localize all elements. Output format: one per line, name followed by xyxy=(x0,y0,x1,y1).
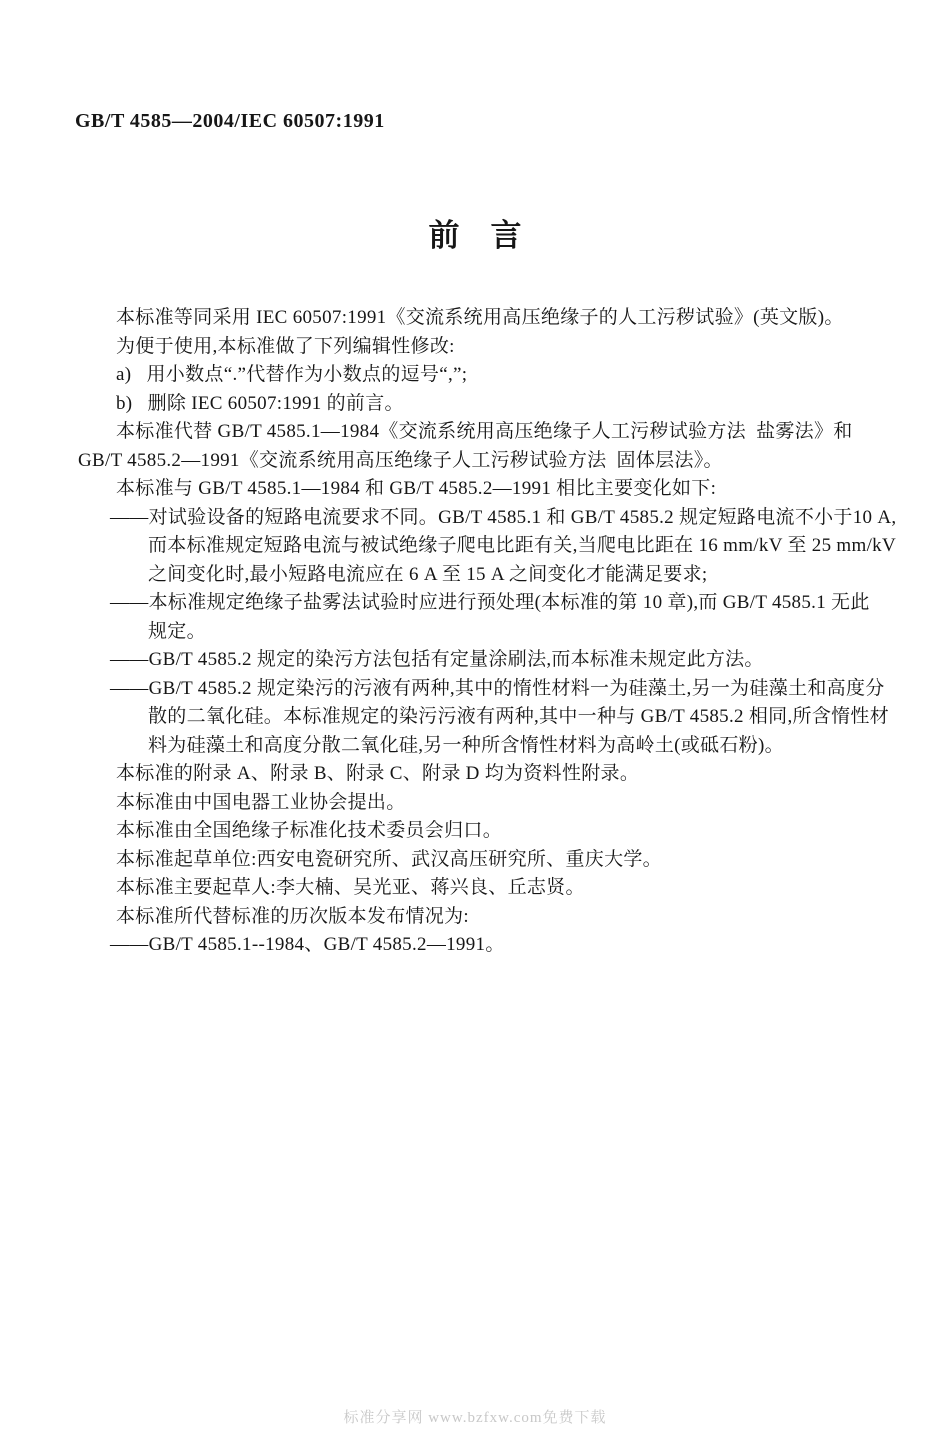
text-line: ——本标准规定绝缘子盐雾法试验时应进行预处理(本标准的第 10 章),而 GB/T 4585.1 无此 xyxy=(110,592,870,613)
paragraph xyxy=(78,504,897,590)
text-line: 本标准与 GB/T 4585.1—1984 和 GB/T 4585.2—1991 相比主要变化如下: xyxy=(116,478,717,499)
paragraph xyxy=(78,304,888,333)
text-line: b) 删除 IEC 60507:1991 的前言。 xyxy=(116,392,404,414)
text-line: 料为硅藻土和高度分散二氧化硅,另一种所含惰性材料为高岭土(或砥石粉)。 xyxy=(148,734,784,756)
text-line: 本标准主要起草人:李大楠、吴光亚、蒋兴良、丘志贤。 xyxy=(116,877,585,898)
text-line: 本标准所代替标准的历次版本发布情况为: xyxy=(116,905,469,927)
text-line: 散的二氧化硅。本标准规定的染污污液有两种,其中一种与 GB/T 4585.2 相同,所含惰性材 xyxy=(148,706,890,727)
text-line: 本标准由全国绝缘子标准化技术委员会归口。 xyxy=(116,820,503,841)
paragraph xyxy=(78,789,888,818)
paragraph xyxy=(78,874,888,903)
paragraph xyxy=(78,646,888,675)
text-line: ——GB/T 4585.2 规定的染污方法包括有定量涂刷法,而本标准未规定此方法。 xyxy=(110,649,764,670)
text-line: 为便于使用,本标准做了下列编辑性修改: xyxy=(116,335,455,357)
text-line: ——对试验设备的短路电流要求不同。GB/T 4585.1 和 GB/T 4585.2 规定短路电流不小于10 A, xyxy=(110,506,897,528)
paragraph xyxy=(78,903,888,932)
paragraph xyxy=(78,931,888,960)
standard-number-header: GB/T 4585—2004/IEC 60507:1991 xyxy=(75,110,385,132)
paragraph xyxy=(78,361,888,390)
page-title: 前 言 xyxy=(428,218,522,253)
text-line: 规定。 xyxy=(148,620,206,642)
text-line: 本标准代替 GB/T 4585.1—1984《交流系统用高压绝缘子人工污秽试验方法 盐雾法》和 xyxy=(116,421,853,442)
text-line: 本标准等同采用 IEC 60507:1991《交流系统用高压绝缘子的人工污秽试验》(英文版)。 xyxy=(116,307,844,328)
text-line: a) 用小数点“.”代替作为小数点的逗号“,”; xyxy=(116,364,468,385)
paragraph xyxy=(78,418,888,475)
text-line: ——GB/T 4585.1--1984、GB/T 4585.2—1991。 xyxy=(110,934,505,955)
paragraph xyxy=(78,760,888,789)
text-line: ——GB/T 4585.2 规定染污的污液有两种,其中的惰性材料一为硅藻土,另一为硅藻土和高度分 xyxy=(110,677,885,699)
paragraph xyxy=(78,390,888,419)
text-line: 本标准由中国电器工业协会提出。 xyxy=(116,791,406,813)
text-line: 本标准的附录 A、附录 B、附录 C、附录 D 均为资料性附录。 xyxy=(116,763,640,784)
foreword-body xyxy=(78,304,897,960)
paragraph xyxy=(78,675,888,761)
watermark-footer: 标准分享网 www.bzfxw.com免费下载 xyxy=(343,1410,607,1426)
paragraph xyxy=(78,475,888,504)
text-line: 而本标准规定短路电流与被试绝缘子爬电比距有关,当爬电比距在 16 mm/kV 至 25 mm/kV xyxy=(148,535,896,556)
text-line: 本标准起草单位:西安电瓷研究所、武汉高压研究所、重庆大学。 xyxy=(116,848,662,870)
text-line: 之间变化时,最小短路电流应在 6 A 至 15 A 之间变化才能满足要求; xyxy=(148,563,708,585)
paragraph xyxy=(78,846,888,875)
text-line: GB/T 4585.2—1991《交流系统用高压绝缘子人工污秽试验方法 固体层法》。 xyxy=(78,449,723,471)
paragraph xyxy=(78,817,888,846)
paragraph xyxy=(78,333,888,362)
paragraph xyxy=(78,589,888,646)
